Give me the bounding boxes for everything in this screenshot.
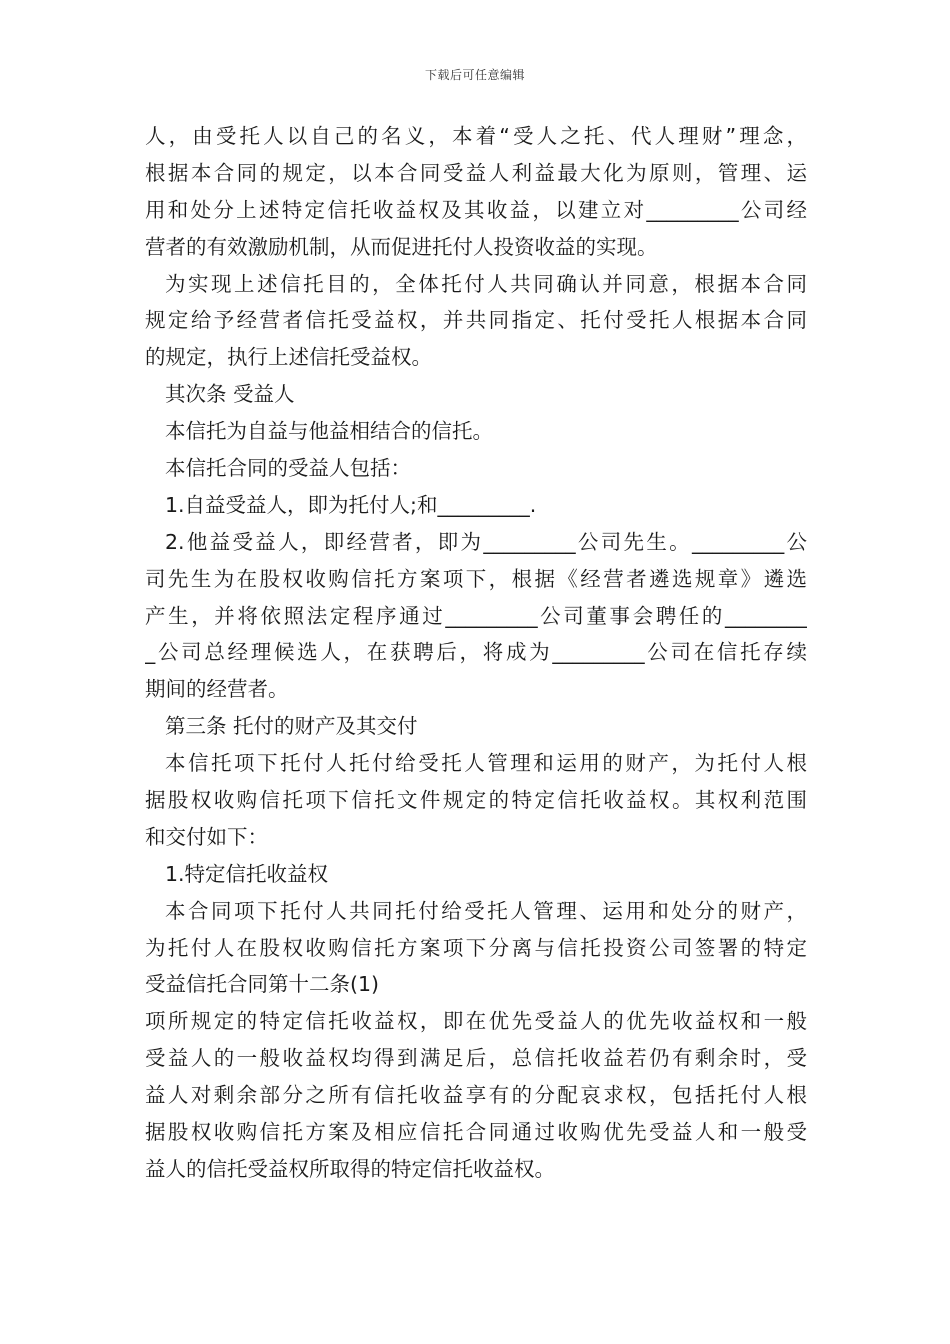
text-line: 根据本合同的规定，以本合同受益人利益最大化为原则，管理、运 [145, 160, 807, 185]
text-line: 1.自益受益人，即为托付人;和_________. [165, 492, 537, 517]
text-line: 本信托合同的受益人包括： [165, 456, 411, 481]
text-line: 本信托为自益与他益相结合的信托。 [165, 419, 493, 444]
text-line: 为托付人在股权收购信托方案项下分离与信托投资公司签署的特定 [145, 935, 807, 960]
text-line: 其次条 受益人 [165, 382, 295, 407]
text-line: 1.特定信托收益权 [165, 861, 329, 886]
text-line: 本信托项下托付人托付给受托人管理和运用的财产，为托付人根 [165, 751, 807, 776]
text-line: 据股权收购信托方案及相应信托合同通过收购优先受益人和一般受 [145, 1120, 807, 1145]
text-line: 营者的有效激励机制，从而促进托付人投资收益的实现。 [145, 234, 658, 259]
text-line: 的规定，执行上述信托受益权。 [145, 345, 432, 370]
text-line: 受益信托合同第十二条(1) [145, 972, 380, 997]
text-line: _公司总经理候选人，在获聘后，将成为_________公司在信托存续 [145, 640, 807, 665]
text-line: 为实现上述信托目的，全体托付人共同确认并同意，根据本合同 [165, 271, 807, 296]
text-line: 期间的经营者。 [145, 677, 289, 702]
page-header: 下载后可任意编辑 [424, 68, 525, 82]
text-line: 和交付如下： [145, 824, 268, 849]
text-line: 用和处分上述特定信托收益权及其收益，以建立对_________公司经 [145, 197, 807, 222]
text-line: 据股权收购信托项下信托文件规定的特定信托收益权。其权利范围 [145, 788, 807, 813]
document-body [145, 118, 807, 1188]
text-line: 产生，并将依照法定程序通过_________公司董事会聘任的________ [145, 603, 807, 628]
text-line: 规定给予经营者信托受益权，并共同指定、托付受托人根据本合同 [145, 308, 807, 333]
text-line: 项所规定的特定信托收益权，即在优先受益人的优先收益权和一般 [145, 1009, 807, 1034]
text-line: 人，由受托人以自己的名义，本着“受人之托、代人理财”理念， [145, 124, 807, 148]
text-line: 司先生为在股权收购信托方案项下，根据《经营者遴选规章》遴选 [145, 566, 807, 591]
text-line: 受益人的一般收益权均得到满足后，总信托收益若仍有剩余时，受 [145, 1046, 807, 1071]
text-line: 本合同项下托付人共同托付给受托人管理、运用和处分的财产， [165, 898, 807, 923]
text-line: 2.他益受益人，即经营者，即为_________公司先生。_________公 [165, 529, 807, 554]
text-line: 第三条 托付的财产及其交付 [165, 714, 418, 739]
text-line: 益人对剩余部分之所有信托收益享有的分配哀求权，包括托付人根 [145, 1083, 807, 1108]
text-line: 益人的信托受益权所取得的特定信托收益权。 [145, 1156, 555, 1181]
